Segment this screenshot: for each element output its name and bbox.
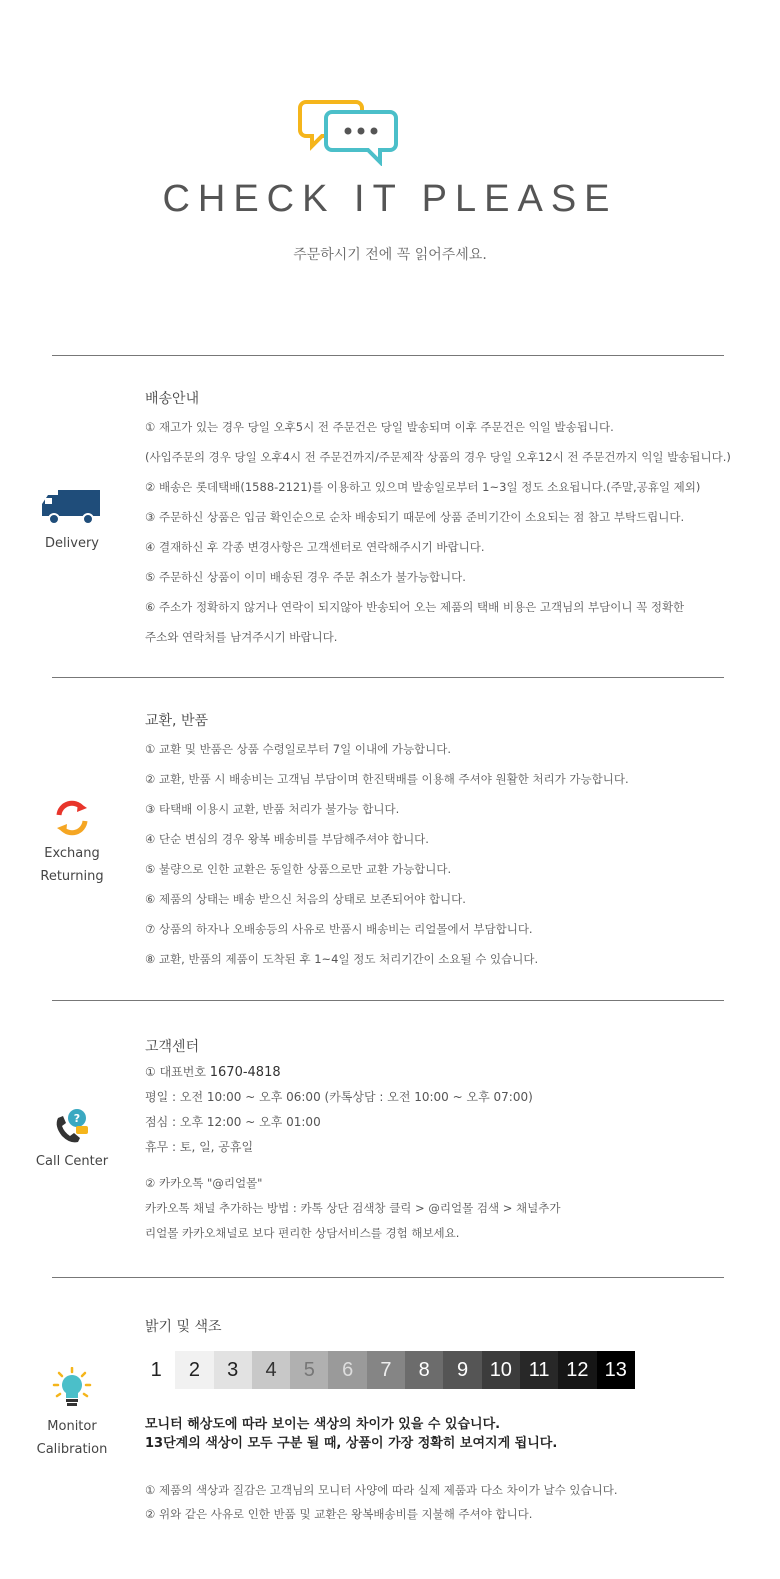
callcenter-title: 고객센터 [145,1039,200,1055]
delivery-label: Delivery [45,536,99,551]
brightness-scale [137,1351,635,1389]
monitor-note-1: ① 제품의 색상과 질감은 고객님의 모니터 사양에 따라 실제 제품과 다소 차이가 날수 있습니다. [145,1483,618,1497]
callcenter-label: Call Center [35,1154,109,1169]
exchange-line: ① 교환 및 반품은 상품 수령일로부터 7일 이내에 가능합니다. [145,742,452,756]
monitor-title: 밝기 및 색조 [145,1319,222,1335]
monitor-label: Monitor [47,1419,97,1434]
section-divider [52,1277,724,1278]
exchange-line: ④ 단순 변심의 경우 왕복 배송비를 부담해주셔야 합니다. [145,832,429,846]
hero-section [0,0,780,300]
hours-line: 평일 : 오전 10:00 ~ 오후 06:00 (카톡상담 : 오전 10:00 ~ 오후 07:00) [145,1090,533,1104]
delivery-title: 배송안내 [145,391,200,407]
callcenter-section [145,1036,755,1246]
monitor-side-label [20,1367,124,1461]
lightbulb-icon [52,1367,92,1409]
delivery-line: ② 배송은 롯데택배(1588-2121)를 이용하고 있으며 발송일로부터 1~3일 정도 소요됩니다.(주말,공휴일 제외) [145,480,701,494]
shade-step-13: 13 [597,1351,635,1389]
exchange-title: 교환, 반품 [145,713,208,729]
monitor-notice-1: 모니터 해상도에 따라 보이는 색상의 차이가 있을 수 있습니다. [145,1417,501,1432]
delivery-line: ④ 결재하신 후 각종 변경사항은 고객센터로 연락해주시기 바랍니다. [145,540,485,554]
calibration-label: Calibration [36,1442,108,1457]
truck-icon [42,490,102,526]
phone-question-icon [52,1108,92,1144]
shade-step-5: 5 [290,1351,328,1389]
exchange-line: ⑥ 제품의 상태는 배송 받으신 처음의 상태로 보존되어야 합니다. [145,892,466,906]
phone-line [145,1060,755,1085]
kakao-how-line: 카카오톡 채널 추가하는 방법 : 카톡 상단 검색창 클릭 > @리얼몰 검색 > 채널추가 [145,1201,561,1215]
shade-step-7: 7 [367,1351,405,1389]
shade-step-1: 1 [137,1351,175,1389]
exchange-section [145,710,755,974]
chat-bubbles-icon [298,98,400,166]
shade-step-6: 6 [328,1351,366,1389]
holiday-line: 휴무 : 토, 일, 공휴일 [145,1140,254,1154]
delivery-line: 주소와 연락처를 남겨주시기 바랍니다. [145,630,338,644]
section-divider [52,677,724,678]
exchange-line: ⑦ 상품의 하자나 오배송등의 사유로 반품시 배송비는 리얼몰에서 부담합니다. [145,922,533,936]
shade-step-11: 11 [520,1351,558,1389]
delivery-line: ⑤ 주문하신 상품이 이미 배송된 경우 주문 취소가 불가능합니다. [145,570,466,584]
delivery-line: ③ 주문하신 상품은 입금 확인순으로 순차 배송되기 때문에 상품 준비기간이 소요되는 점 참고 부탁드립니다. [145,510,685,524]
exchange-label: Exchang [44,846,100,861]
exchange-line: ② 교환, 반품 시 배송비는 고객님 부담이며 한진택배를 이용해 주셔야 원활한 처리가 가능합니다. [145,772,629,786]
kakao-note-line: 리얼몰 카카오채널로 보다 편리한 상담서비스를 경험 해보세요. [145,1226,460,1240]
exchange-line: ③ 타택배 이용시 교환, 반품 처리가 불가능 합니다. [145,802,400,816]
monitor-note-2: ② 위와 같은 사유로 인한 반품 및 교환은 왕복배송비를 지불해 주셔야 합니다. [145,1507,533,1521]
phone-number[interactable]: 1670-4818 [209,1065,281,1080]
page-subtitle: 주문하시기 전에 꼭 읽어주세요. [293,247,487,263]
monitor-section-title [145,1316,755,1340]
page-title: CHECK IT PLEASE [162,178,618,220]
shade-step-12: 12 [558,1351,596,1389]
svg-text:?: ? [73,1112,81,1125]
lunch-line: 점심 : 오후 12:00 ~ 오후 01:00 [145,1115,321,1129]
exchange-line: ⑧ 교환, 반품의 제품이 도착된 후 1~4일 정도 처리기간이 소요될 수 있습니다. [145,952,539,966]
shade-step-9: 9 [443,1351,481,1389]
kakao-title: ② 카카오톡 "@리얼몰" [145,1176,263,1190]
shade-step-2: 2 [175,1351,213,1389]
section-divider [52,1000,724,1001]
delivery-line: (사입주문의 경우 당일 오후4시 전 주문건까지/주문제작 상품의 경우 당일 오후12시 전 주문건까지 익일 발송됩니다.) [145,450,731,464]
delivery-line: ① 재고가 있는 경우 당일 오후5시 전 주문건은 당일 발송되며 이후 주문건은 익일 발송됩니다. [145,420,614,434]
callcenter-side-label [20,1108,124,1173]
shade-step-3: 3 [214,1351,252,1389]
delivery-side-label [20,490,124,555]
delivery-line: ⑥ 주소가 정확하지 않거나 연락이 되지않아 반송되어 오는 제품의 택배 비용은 고객님의 부담이니 꼭 정확한 [145,600,685,614]
monitor-notice-2: 13단계의 색상이 모두 구분 될 때, 상품이 가장 정확히 보여지게 됩니다. [145,1436,558,1451]
exchange-arrows-icon [54,800,90,836]
phone-prefix: ① 대표번호 [145,1065,210,1079]
returning-label: Returning [40,869,104,884]
delivery-section [145,388,755,652]
shade-step-10: 10 [482,1351,520,1389]
shade-step-4: 4 [252,1351,290,1389]
exchange-line: ⑤ 불량으로 인한 교환은 동일한 상품으로만 교환 가능합니다. [145,862,452,876]
shade-step-8: 8 [405,1351,443,1389]
section-divider [52,355,724,356]
exchange-side-label [20,800,124,888]
